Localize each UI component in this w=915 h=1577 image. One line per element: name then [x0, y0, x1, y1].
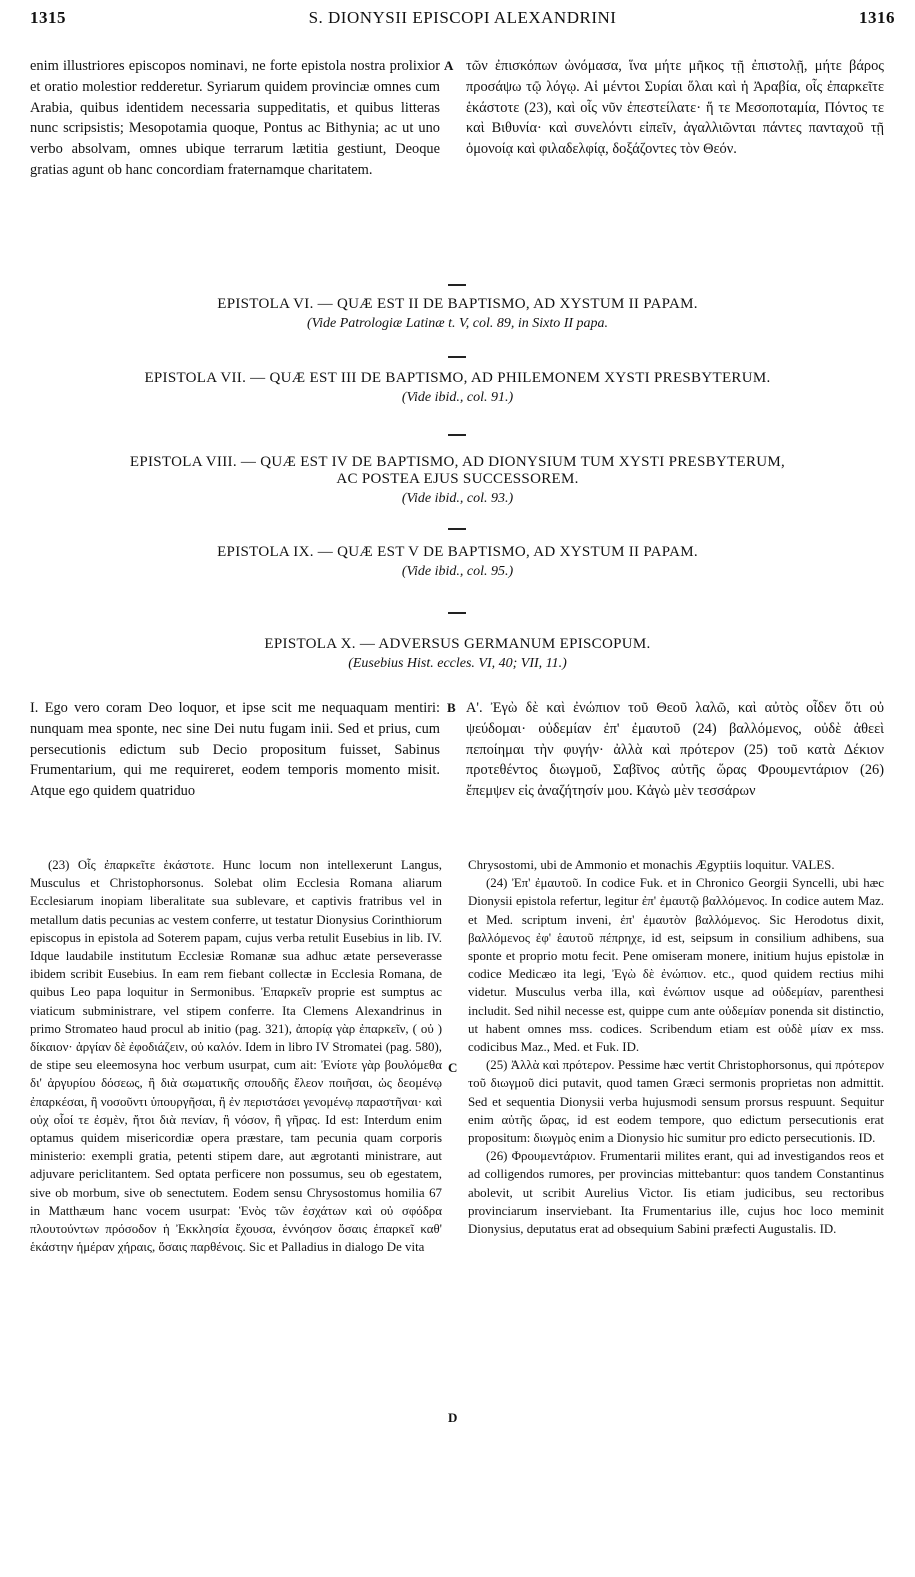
margin-letter-b: B: [447, 700, 456, 715]
greek-column-top: [466, 56, 884, 226]
divider: [448, 612, 466, 614]
footnote-26: (26) Φρουμεντάριον. Frumentarii milites erant, qui ad investigandos reos et ad colligendos rumores, per provincias mittebantur: quos tandem Constantinus abolevit, ut scribit Aurelius Victor. Iis etiam judicibus, seu rectoribus provinciarum inserviebant. Ita Frumentarius ille, cujus hoc loco meminit Dionysius, deputatus erat ad obsequium Sabini præfecti Augustalis. ID.: [468, 1149, 884, 1237]
margin-letter-d: D: [448, 1410, 458, 1425]
divider: [448, 528, 466, 530]
footnotes-right: [468, 856, 884, 1546]
epistola-6-heading: [0, 296, 915, 332]
latin-column-top: [30, 56, 440, 266]
epistola-reference: (Vide ibid., col. 93.): [401, 491, 514, 506]
footnote-25: (25) Ἀλλὰ καὶ πρότερον. Pessime hæc vertit Christophorsonus, qui πρότερον τοῦ διωγμοῦ dici putavit, quod tamen Græci sermonis proprietas non admittit. Sed et sequentia Dionysii verba hujusmodi sensum prorsus respuunt. Sequitur enim αὐτῆς ὥρας, id est eodem tempore, quo edictum persecutionis erat propositum: διωγμὸς enim a Dionysio hic sumitur pro edicto persecutionis. ID.: [468, 1058, 884, 1146]
margin-letter-c: C: [448, 1060, 458, 1075]
epistola-9-heading: [0, 544, 915, 580]
latin-column-epistola-x: [30, 698, 440, 834]
epistola-title: EPISTOLA X. — ADVERSUS GERMANUM EPISCOPUM.: [264, 636, 651, 652]
epistola-title: EPISTOLA VIII. — QUÆ EST IV DE BAPTISMO, AD DIONYSIUM TUM XYSTI PRESBYTERUM,: [129, 454, 786, 470]
epistola-reference: (Vide ibid., col. 91.): [401, 390, 514, 405]
epistola-10-heading: [0, 636, 915, 672]
running-title: S. DIONYSII EPISCOPI ALEXANDRINI: [308, 8, 617, 27]
left-page-number: 1315: [30, 8, 66, 27]
margin-letter-a: A: [444, 58, 454, 73]
epistola-reference: (Vide ibid., col. 95.): [401, 564, 514, 579]
footnotes-left: [30, 856, 442, 1546]
divider: [448, 284, 466, 286]
footnote-23: (23) Οἷς ἐπαρκεῖτε ἑκάστοτε. Hunc locum non intellexerunt Langus, Musculus et Christophorsonus. Solebat olim Ecclesia Romana aliarum Ecclesiarum inopiam liberalitate sua sublevare, et captivis fratribus vel in metallum datis pecunias ac vestem conferre, ut testatur Dionysius Corinthiorum episcopus in epistola ad Soterem papam, cujus verba retulit Eusebius in lib. IV. Idque laudabile institutum Ecclesiæ Romanæ sua adhuc ætate perseverasse ibidem scribit Eusebius. In eam rem fiebant collectæ in Ecclesia Romana, de quibus Leo papa loquitur in Sermonibus. Ἐπαρκεῖν proprie est sumptus ac viaticum subministrare, vel stipem conferre. Ita Clemens Alexandrinus in primo Stromateo haud procul ab initio (pag. 321), ἀπορίᾳ γὰρ ἐπαρκεῖν, ( οὐ ) δίκαιον· ἀργίαν δὲ ἐφοδιάζειν, οὐ καλόν. Idem in libro IV Stromatei (pag. 580), de stipe seu eleemosyna hoc verbum usurpat, cum ait: Ἐνίοτε γὰρ βουλόμεθα δι' ἀργυρίου δόσεως, ἢ διὰ σωματικῆς σπουδῆς ἔλεον ποιῆσαι, ὡς δεομένῳ ἐπαρκέσαι, ἢ νοσοῦντι ὑπουργῆσαι, ἢ ἐν περιστάσει γενομένῳ παραστῆναι· καὶ οὐχ οἷοί τε ἐσμὲν, ἤτοι διὰ πενίαν, ἢ νόσον, ἢ γῆρας. Id est: Interdum enim optamus quidem misericordiæ opera præstare, tam pecunia quam corporis ministerio: exempli gratia, petenti stipem dare, aut ægrotanti ministrare, aut adjuvare periclitantem. Sed optata perficere non possumus, seu ob egestatem, sive ob morbum, sive ob senectutem. Eodem sensu Chrysostomus homilia 67 in Matthæum hanc vocem usurpat: Ἑνὸς τῶν ἐσχάτων καὶ οὐ σφόδρα πλουτούντων πρόσοδον ἡ Ἐκκλησία ἔχουσα, ἐννόησον ὅσαις ἐπαρκεῖ καθ' ἑκάστην ἡμέραν χήραις, ὅσαις παρθένοις. Sic et Palladius in dialogo De vita: [30, 858, 442, 1255]
epistola-reference: (Eusebius Hist. eccles. VI, 40; VII, 11.): [348, 656, 567, 671]
greek-paragraph: τῶν ἐπισκόπων ὠνόμασα, ἵνα μήτε μῆκος τῇ ἐπιστολῇ, μήτε βάρος προσάψω τῷ λόγῳ. Αἱ μέντοι Συρίαι ὅλαι καὶ ἡ Ἀραβία, οἷς ἐπαρκεῖτε ἑκάστοτε (23), καὶ οἷς νῦν ἐπεστείλατε· ἥ τε Μεσοποταμία, Πόντος τε καὶ Βιθυνία· καὶ συνελόντι εἰπεῖν, ἀγαλλιῶνται πάντες πανταχοῦ τῇ ὁμονοίᾳ καὶ φιλαδελφίᾳ, δοξάζοντες τὸν Θεόν.: [466, 58, 884, 158]
epistola-title: EPISTOLA VII. — QUÆ EST III DE BAPTISMO, AD PHILEMONEM XYSTI PRESBYTERUM.: [144, 370, 771, 386]
epistola-reference: (Vide Patrologiæ Latinæ t. V, col. 89, in Sixto II papa.: [306, 316, 609, 331]
epistola-title: EPISTOLA VI. — QUÆ EST II DE BAPTISMO, AD XYSTUM II PAPAM.: [217, 296, 698, 312]
divider: [448, 356, 466, 358]
epistola-7-heading: [0, 370, 915, 406]
footnote-continued: Chrysostomi, ubi de Ammonio et monachis Ægyptiis loquitur. VALES.: [468, 858, 835, 872]
right-page-number: 1316: [859, 8, 895, 27]
epistola-8-heading: [0, 454, 915, 507]
divider: [448, 434, 466, 436]
running-header: [30, 8, 895, 34]
greek-column-epistola-x: [466, 698, 884, 834]
greek-paragraph: Α'. Ἐγὼ δὲ καὶ ἐνώπιον τοῦ Θεοῦ λαλῶ, καὶ αὐτὸς οἶδεν ὅτι οὐ ψεύδομαι· οὐδεμίαν ἐπ' ἐμαυτοῦ (24) βαλλόμενος, οὐδὲ ἀθεεὶ πεποίημαι τὴν φυγήν· ἀλλὰ καὶ πρότερον (25) τοῦ κατὰ Δέκιον προτεθέντος διωγμοῦ, Σαβῖνος αὐτῆς ὥρας Φρουμεντάριον (26) ἔπεμψεν εἰς ἀναζήτησίν μου. Κἀγὼ μὲν τεσσάρων: [466, 700, 884, 800]
epistola-title-continued: AC POSTEA EJUS SUCCESSOREM.: [336, 471, 579, 487]
latin-paragraph: I. Ego vero coram Deo loquor, et ipse scit me nequaquam mentiri: nunquam mea sponte, nec sine Dei nutu fugam inii. Sed et prius, cum persecutionis edictum sub Decio propositum fuisset, Sabinus Frumentarium, qui me requireret, eodem temporis momento misit. Atque ego quidem quatriduo: [30, 700, 440, 800]
latin-paragraph: enim illustriores episcopos nominavi, ne forte epistola nostra prolixior et oratio molestior redderetur. Syriarum quidem provinciæ omnes cum Arabia, quibus identidem necessaria suppeditatis, et quibus litteras nunc scripsistis; Mesopotamia quoque, Pontus ac Bithynia; ac ut uno verbo absolvam, omnes ubique terrarum lætitia gestiunt, Deoque gratias agunt ob hanc concordiam fraternamque charitatem.: [30, 58, 440, 178]
footnote-24: (24) Ἐπ' ἐμαυτοῦ. In codice Fuk. et in Chronico Georgii Syncelli, ubi hæc Dionysii epistola refertur, legitur ἐπ' ἐμαυτῷ βαλλόμενος. In codice autem Maz. et Med. scriptum inveni, ἐπ' ἐμαυτὸν βαλλόμενος. Sic Herodotus dixit, βαλλόμενος ἐφ' ἑαυτοῦ πέπρηχε, id est, seipsum in consilium adhibens, sua sponte et proprio motu fecit. Pene omiseram monere, initium hujus epistolæ in codice Medicæo ita legi, Ἐγὼ δὲ ἐνώπιον. etc., quod quidem rectius mihi videtur. Musculus verba illa, καὶ ἐνώπιον usque ad οὐδεμίαν, parenthesi includit. Sed nihil necesse est, quippe cum ante οὐδεμίαν ponenda sit distinctio, ut habent omnes mss. codices. Scribendum etiam est οὐδὲ μίαν ex mss. codicibus Maz., Med. et Fuk. ID.: [468, 876, 884, 1055]
epistola-title: EPISTOLA IX. — QUÆ EST V DE BAPTISMO, AD XYSTUM II PAPAM.: [217, 544, 698, 560]
